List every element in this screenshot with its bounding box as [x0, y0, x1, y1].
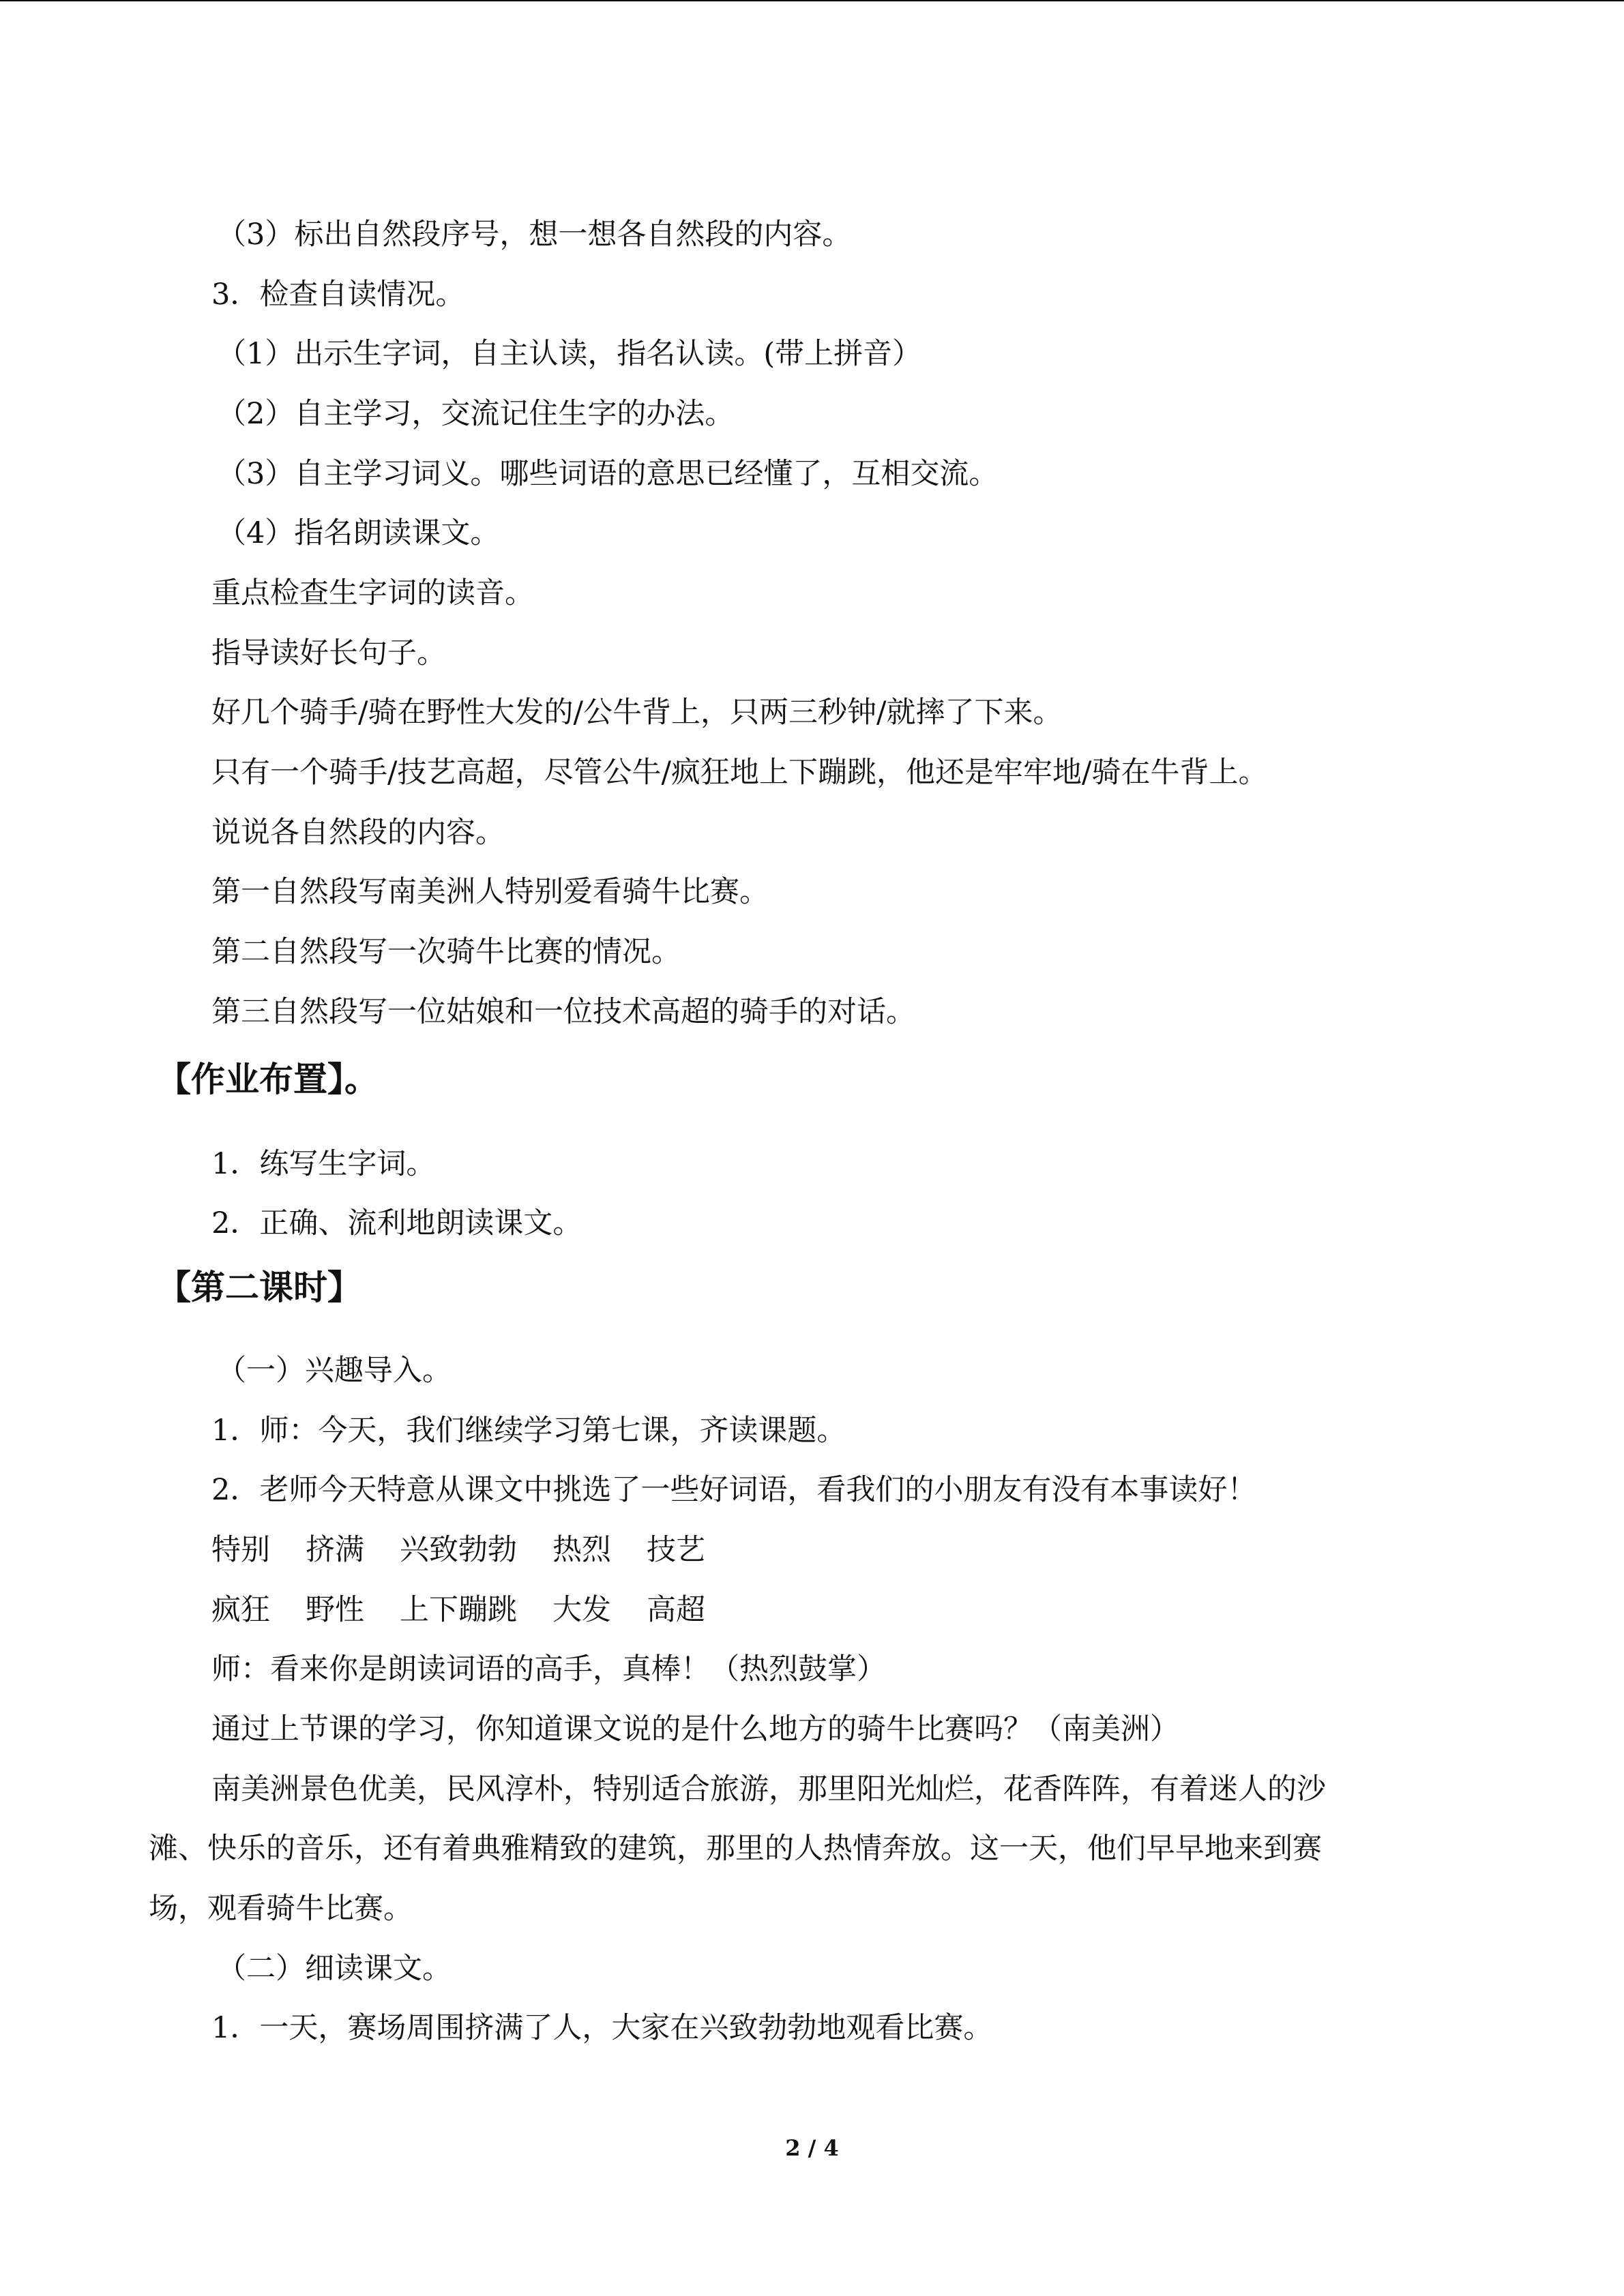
text-line: 3．检查自读情况。 — [211, 278, 465, 312]
word-item: 上下蹦跳 — [400, 1593, 517, 1627]
text-line: （3）标出自然段序号，想一想各自然段的内容。 — [217, 218, 852, 252]
word-item: 高超 — [647, 1593, 705, 1627]
word-list-row — [211, 1590, 705, 1630]
text-line: （1）出示生字词，自主认读，指名认读。(带上拼音） — [217, 337, 922, 371]
text-line: 指导读好长句子。 — [211, 636, 446, 670]
text-line: 第二自然段写一次骑牛比赛的情况。 — [211, 935, 681, 969]
text-line: 2．正确、流利地朗读课文。 — [211, 1206, 582, 1240]
word-item: 热烈 — [552, 1533, 611, 1567]
section-heading-second-lesson: 【第二课时】 — [157, 1268, 361, 1307]
word-item: 挤满 — [306, 1533, 364, 1567]
word-item: 兴致勃勃 — [400, 1533, 517, 1567]
text-line: 好几个骑手/骑在野性大发的/公牛背上，只两三秒钟/就摔了下来。 — [211, 696, 1063, 730]
text-line: 1．一天，赛场周围挤满了人，大家在兴致勃勃地观看比赛。 — [211, 2011, 993, 2045]
text-line: 第三自然段写一位姑娘和一位技术高超的骑手的对话。 — [211, 995, 915, 1029]
text-line: 南美洲景色优美，民风淳朴，特别适合旅游，那里阳光灿烂，花香阵阵，有着迷人的沙 — [211, 1772, 1326, 1806]
word-item: 野性 — [306, 1593, 364, 1627]
word-item: 特别 — [211, 1533, 270, 1567]
word-item: 疯狂 — [211, 1593, 270, 1627]
section-heading-homework: 【作业布置】。 — [157, 1060, 379, 1099]
text-line: 师：看来你是朗读词语的高手，真棒！（热烈鼓掌） — [211, 1652, 886, 1686]
text-line: 只有一个骑手/技艺高超，尽管公牛/疯狂地上下蹦跳，他还是牢牢地/骑在牛背上。 — [211, 756, 1268, 790]
text-line: （二）细读课文。 — [217, 1952, 452, 1986]
text-line: （一）兴趣导入。 — [217, 1354, 452, 1388]
top-border-line — [0, 0, 1624, 1]
text-line: （2）自主学习，交流记住生字的办法。 — [217, 397, 735, 431]
text-line: 场，观看骑牛比赛。 — [149, 1892, 413, 1926]
text-line: 2．老师今天特意从课文中挑选了一些好词语，看我们的小朋友有没有本事读好！ — [211, 1473, 1257, 1507]
text-line: 通过上节课的学习，你知道课文说的是什么地方的骑牛比赛吗？（南美洲） — [211, 1712, 1179, 1746]
text-line: 说说各自然段的内容。 — [211, 816, 505, 850]
text-line: （3）自主学习词义。哪些词语的意思已经懂了，互相交流。 — [217, 457, 999, 491]
page-number: 2 / 4 — [785, 2135, 839, 2161]
text-line: 1．练写生字词。 — [211, 1147, 436, 1181]
word-list-row — [211, 1530, 705, 1570]
text-line: （4）指名朗读课文。 — [217, 516, 500, 550]
text-line: 滩、快乐的音乐，还有着典雅精致的建筑，那里的人热情奔放。这一天，他们早早地来到赛 — [149, 1832, 1322, 1866]
word-item: 技艺 — [647, 1533, 705, 1567]
word-item: 大发 — [552, 1593, 611, 1627]
text-line: 第一自然段写南美洲人特别爱看骑牛比赛。 — [211, 875, 769, 909]
text-line: 重点检查生字词的读音。 — [211, 576, 534, 610]
text-line: 1．师：今天，我们继续学习第七课，齐读课题。 — [211, 1414, 846, 1448]
